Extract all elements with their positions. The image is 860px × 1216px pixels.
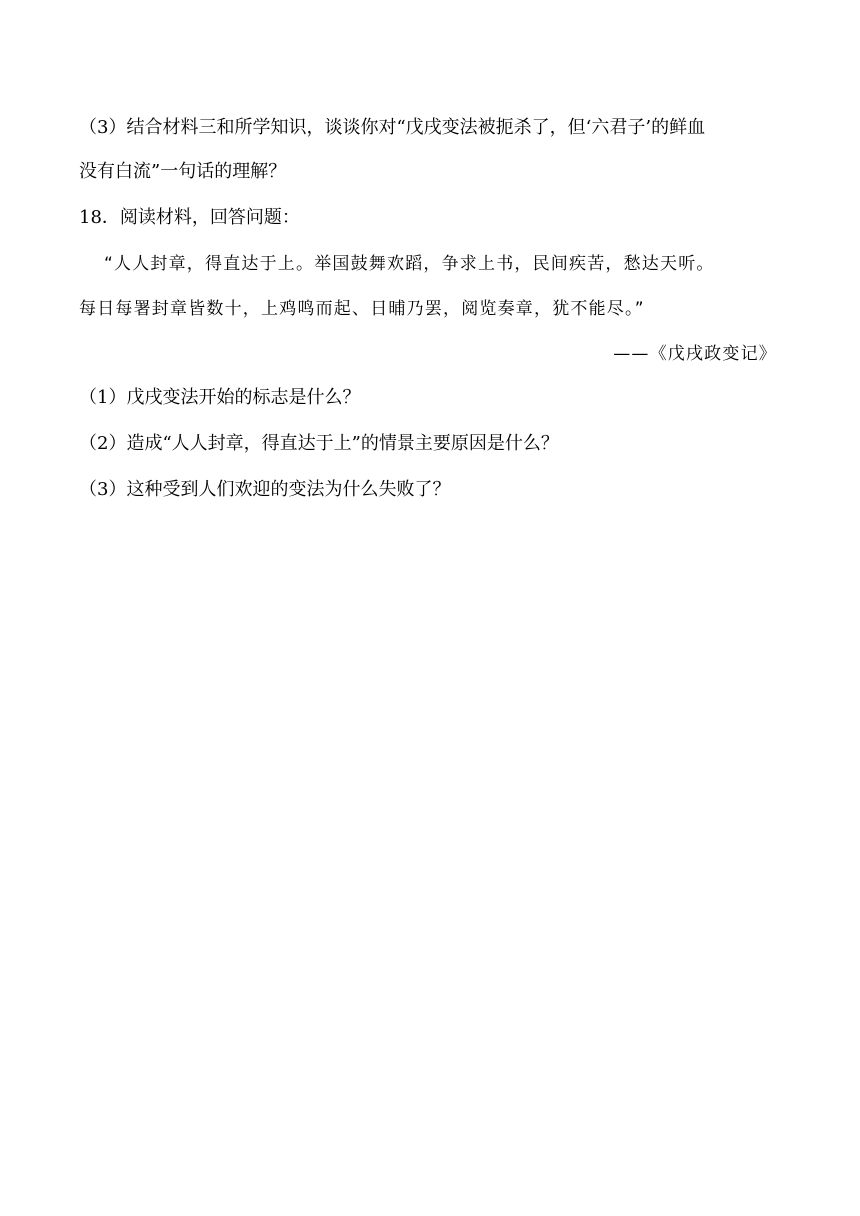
quote-line2: 每日每署封章皆数十，上鸡鸣而起、日晡乃罢，阅览奏章，犹不能尽。” xyxy=(79,299,645,319)
quote-line1: “人人封章，得直达于上。举国鼓舞欢蹈，争求上书，民间疾苦，愁达天听。 xyxy=(104,254,715,274)
q17-part3-line2: 没有白流”一句话的理解？ xyxy=(79,161,287,182)
q18-part2: （2）造成“人人封章，得直达于上”的情景主要原因是什么？ xyxy=(79,433,559,454)
q18-part3: （3）这种受到人们欢迎的变法为什么失败了？ xyxy=(79,479,451,500)
q17-part3-line1: （3）结合材料三和所学知识，谈谈你对“戊戌变法被扼杀了，但‘六君子’的鲜血 xyxy=(79,117,706,138)
quote-source: ——《戊戌政变记》 xyxy=(613,344,777,364)
q18-part1: （1）戊戌变法开始的标志是什么？ xyxy=(79,387,361,408)
q18-heading: 18．阅读材料，回答问题： xyxy=(79,207,300,228)
